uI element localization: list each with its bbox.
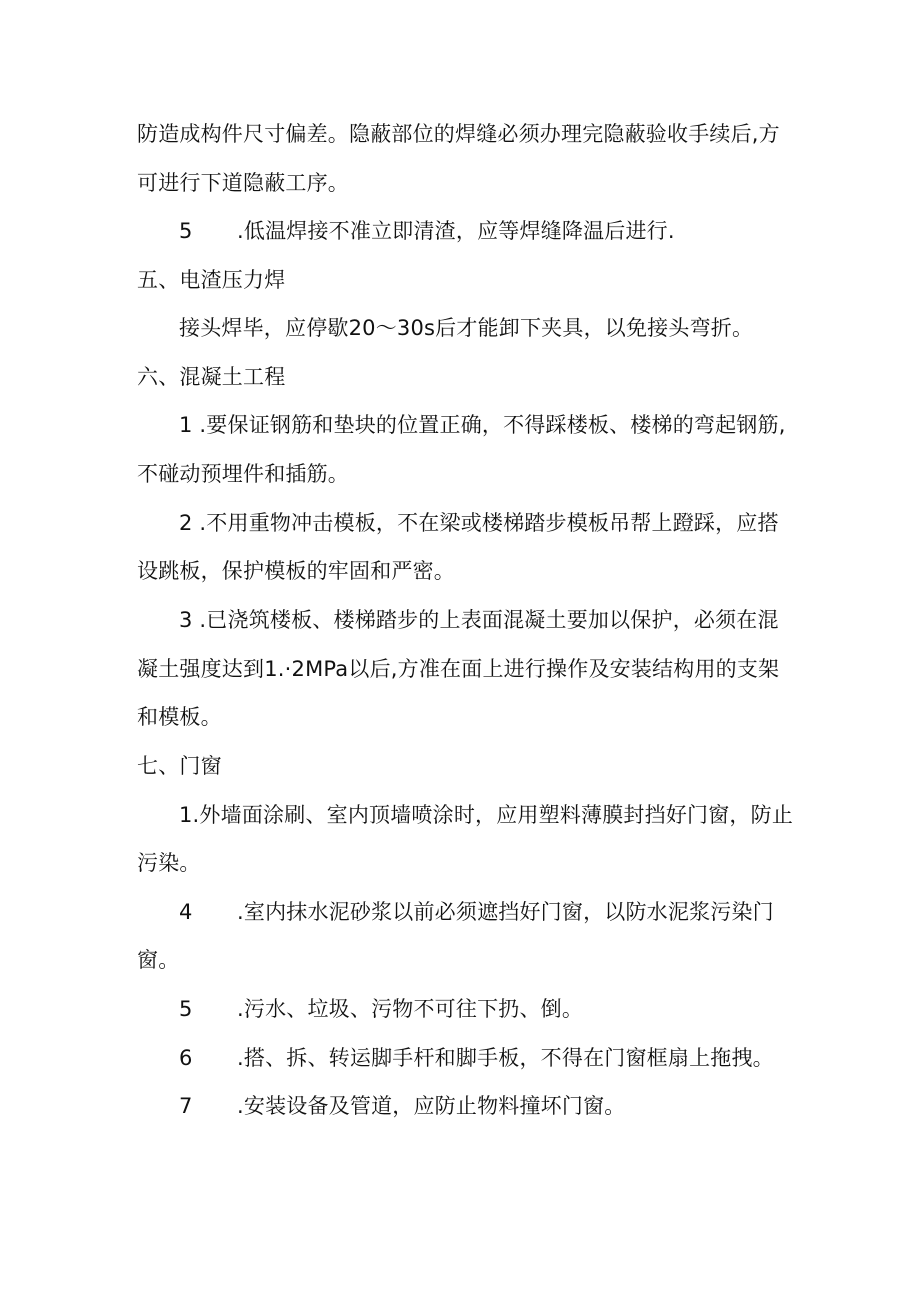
paragraph-line: 不碰动预埋件和插筋。 xyxy=(137,462,349,486)
list-item-number: 5 xyxy=(179,219,193,243)
list-item-text: .室内抹水泥砂浆以前必须遮挡好门窗，以防水泥浆污染门 xyxy=(237,900,774,924)
list-item-number: 5 xyxy=(179,997,193,1021)
list-item-text: .污水、垃圾、污物不可往下扔、倒。 xyxy=(237,997,584,1021)
section-heading: 七、门窗 xyxy=(137,754,222,778)
list-item: 1 .要保证钢筋和垫块的位置正确，不得踩楼板、楼梯的弯起钢筋, xyxy=(179,413,786,437)
paragraph-line: 和模板。 xyxy=(137,705,222,729)
list-item xyxy=(179,1091,625,1121)
list-item: 2 .不用重物冲击模板，不在梁或楼梯踏步模板吊帮上蹬踩，应搭 xyxy=(179,511,779,535)
list-item-number: 4 xyxy=(179,900,193,924)
paragraph-line: 污染。 xyxy=(137,851,201,875)
list-item-text: .搭、拆、转运脚手杆和脚手板，不得在门窗框扇上拖拽。 xyxy=(237,1046,774,1070)
section-heading: 六、混凝土工程 xyxy=(137,365,286,389)
list-item-number: 7 xyxy=(179,1094,193,1118)
list-item-number: 6 xyxy=(179,1046,193,1070)
list-item: 1.外墙面涂刷、室内顶墙喷涂时，应用塑料薄膜封挡好门窗，防止 xyxy=(179,803,794,827)
list-item: 3 .已浇筑楼板、楼梯踏步的上表面混凝土要加以保护，必须在混 xyxy=(179,608,779,632)
paragraph-line: 可进行下道隐蔽工序。 xyxy=(137,171,349,195)
paragraph-line: 凝土强度达到1.·2MPa以后,方准在面上进行操作及安装结构用的支架 xyxy=(137,657,780,681)
paragraph-line: 接头焊毕，应停歇20～30s后才能卸下夹具，以免接头弯折。 xyxy=(179,316,754,340)
list-item-text: .低温焊接不准立即清渣，应等焊缝降温后进行. xyxy=(237,219,675,243)
section-heading: 五、电渣压力焊 xyxy=(137,268,286,292)
paragraph-line: 防造成构件尺寸偏差。隐蔽部位的焊缝必须办理完隐蔽验收手续后,方 xyxy=(137,122,780,146)
list-item xyxy=(179,216,675,246)
paragraph-line: 设跳板，保护模板的牢固和严密。 xyxy=(137,559,455,583)
list-item xyxy=(179,897,774,927)
paragraph-line: 窗。 xyxy=(137,948,180,972)
list-item xyxy=(179,994,583,1024)
list-item-text: .安装设备及管道，应防止物料撞坏门窗。 xyxy=(237,1094,626,1118)
list-item xyxy=(179,1043,774,1073)
